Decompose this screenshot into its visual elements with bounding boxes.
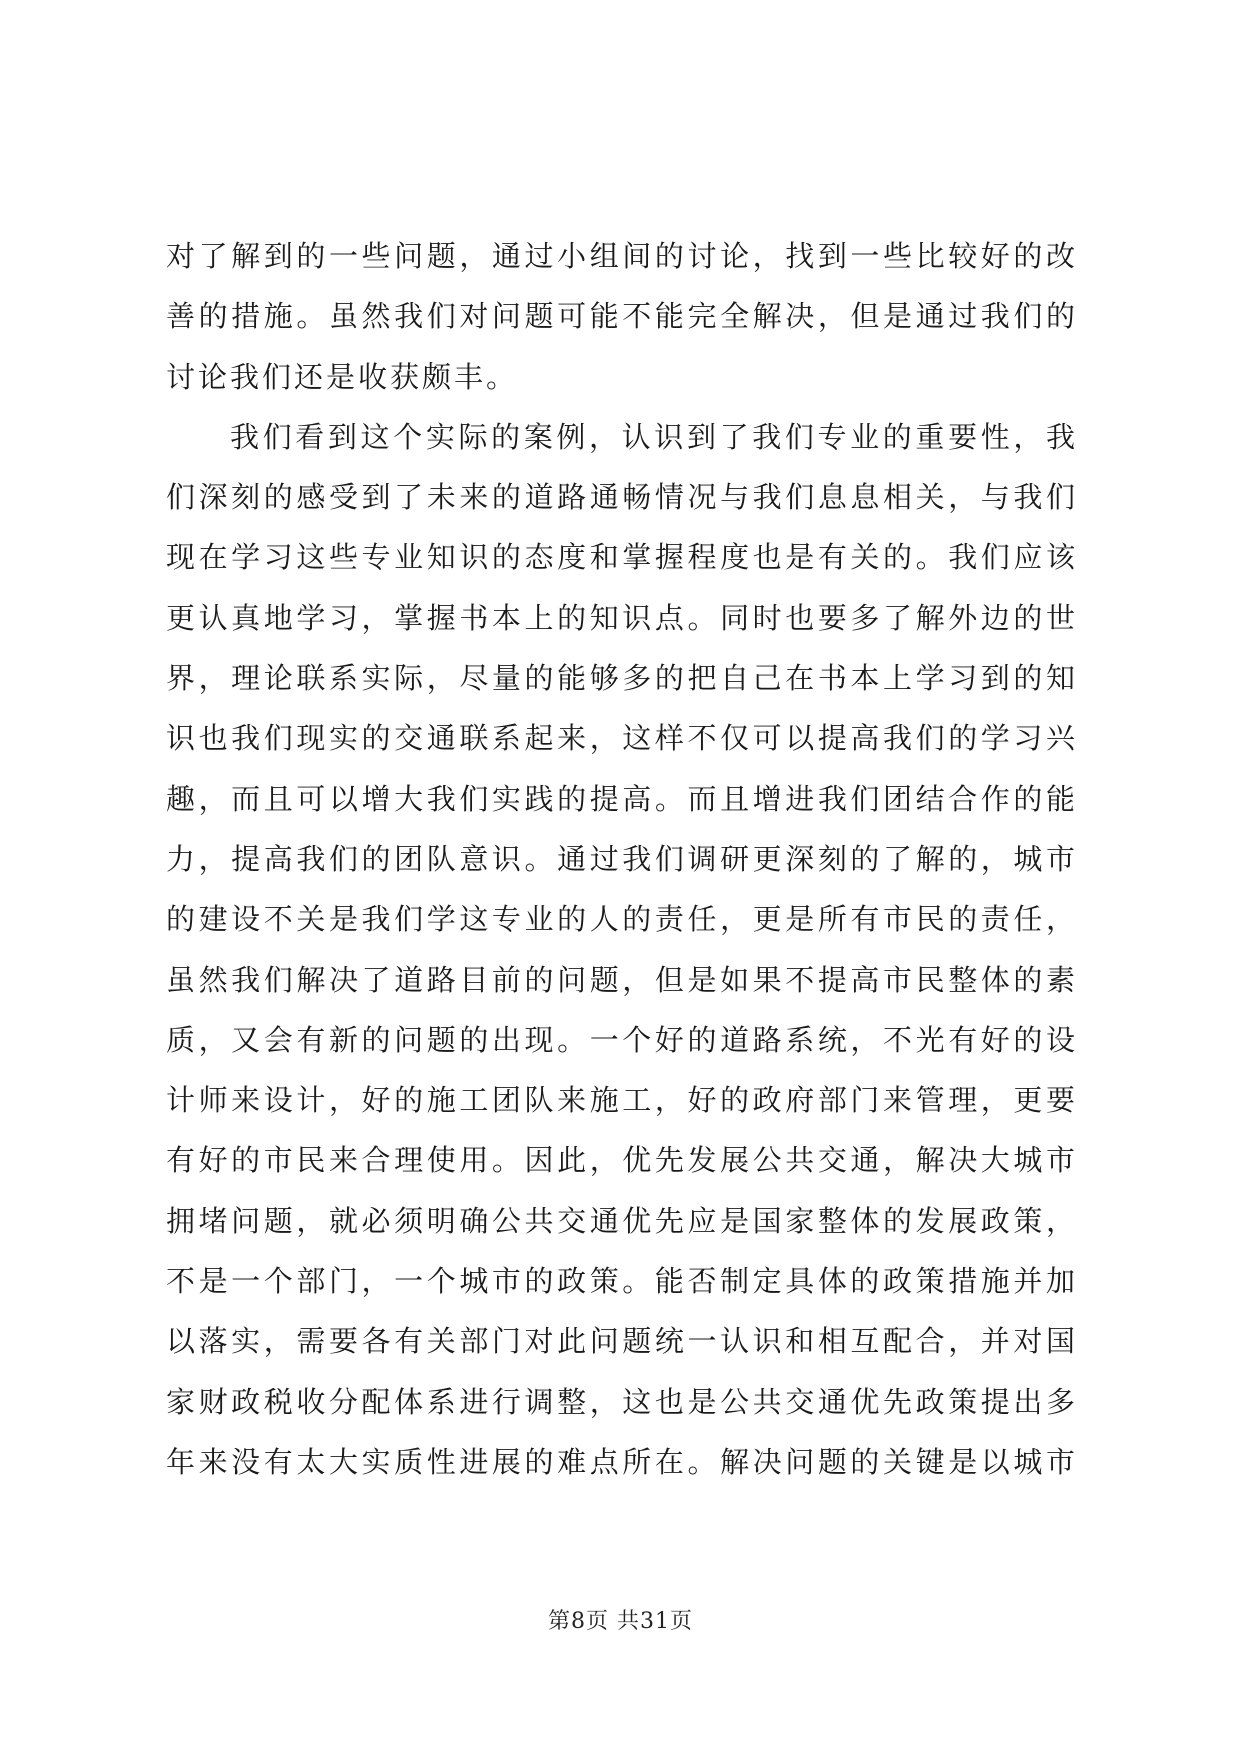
body-text (166, 226, 1078, 1492)
text-line: 现在学习这些专业知识的态度和掌握程度也是有关的。我们应该 (166, 540, 1078, 575)
text-line: 不是一个部门，一个城市的政策。能否制定具体的政策措施并加 (166, 1264, 1078, 1299)
text-line: 以落实，需要各有关部门对此问题统一认识和相互配合，并对国 (166, 1324, 1078, 1359)
text-line: 对了解到的一些问题，通过小组间的讨论，找到一些比较好的改 (166, 239, 1078, 273)
text-line: 善的措施。虽然我们对问题可能不能完全解决，但是通过我们的 (166, 299, 1078, 334)
text-line: 力，提高我们的团队意识。通过我们调研更深刻的了解的，城市 (166, 841, 1078, 876)
text-line: 虽然我们解决了道路目前的问题，但是如果不提高市民整体的素 (166, 962, 1078, 997)
text-line: 计师来设计，好的施工团队来施工，好的政府部门来管理，更要 (166, 1083, 1078, 1118)
text-line: 有好的市民来合理使用。因此，优先发展公共交通，解决大城市 (166, 1143, 1078, 1178)
text-line: 的建设不关是我们学这专业的人的责任，更是所有市民的责任， (166, 902, 1078, 937)
text-line: 界，理论联系实际，尽量的能够多的把自己在书本上学习到的知 (166, 661, 1078, 696)
text-line: 趣，而且可以增大我们实践的提高。而且增进我们团结合作的能 (166, 781, 1078, 816)
text-line: 们深刻的感受到了未来的道路通畅情况与我们息息相关，与我们 (166, 480, 1078, 515)
paragraph-first-line: 我们看到这个实际的案例，认识到了我们专业的重要性，我 (230, 419, 1078, 454)
text-line: 家财政税收分配体系进行调整，这也是公共交通优先政策提出多 (166, 1384, 1078, 1419)
text-line: 拥堵问题，就必须明确公共交通优先应是国家整体的发展政策， (166, 1203, 1078, 1238)
text-line: 更认真地学习，掌握书本上的知识点。同时也要多了解外边的世 (166, 600, 1078, 635)
text-line: 讨论我们还是收获颇丰。 (166, 359, 519, 394)
text-line: 质，又会有新的问题的出现。一个好的道路系统，不光有好的设 (166, 1022, 1078, 1057)
text-line: 年来没有太大实质性进展的难点所在。解决问题的关键是以城市 (166, 1444, 1078, 1479)
text-line: 识也我们现实的交通联系起来，这样不仅可以提高我们的学习兴 (166, 721, 1078, 756)
page-number-footer: 第8页 共31页 (548, 1609, 693, 1634)
